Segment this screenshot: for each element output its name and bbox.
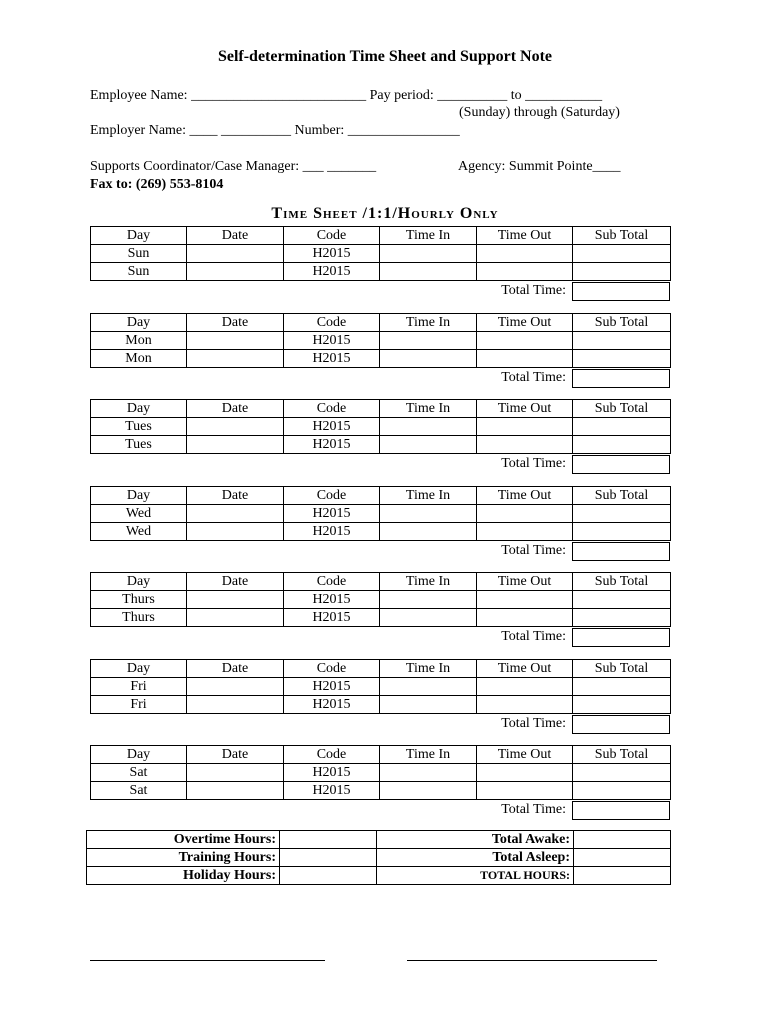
- total-time-field[interactable]: [572, 542, 670, 561]
- column-header: Code: [284, 486, 380, 504]
- day-table: [90, 226, 671, 281]
- column-header: Sub Total: [573, 313, 671, 331]
- column-header: Time Out: [477, 486, 573, 504]
- employer-number-line: Employer Name: ____ __________ Number: ________________: [90, 123, 460, 138]
- total-time-label: Total Time:: [501, 456, 566, 471]
- sub-total-field[interactable]: [573, 764, 671, 782]
- day-cell: Wed: [91, 504, 187, 522]
- table-row: [91, 782, 671, 800]
- holiday-hours-label: Holiday Hours:: [87, 867, 280, 885]
- table-row: [91, 436, 671, 454]
- time-out-field[interactable]: [477, 245, 573, 263]
- column-header: Time In: [380, 659, 477, 677]
- total-time-row: [90, 541, 670, 561]
- employee-pay-period-line: Employee Name: _________________________ Pay period: __________ to ___________: [90, 88, 603, 103]
- sub-total-field[interactable]: [573, 263, 671, 281]
- time-in-field[interactable]: [380, 695, 477, 713]
- date-field[interactable]: [187, 263, 284, 281]
- day-cell: Sun: [91, 245, 187, 263]
- training-hours-field[interactable]: [280, 849, 377, 867]
- total-awake-label: Total Awake:: [377, 831, 574, 849]
- header-row: [91, 746, 671, 764]
- column-header: Date: [187, 400, 284, 418]
- time-in-field[interactable]: [380, 349, 477, 367]
- header-row: [91, 573, 671, 591]
- column-header: Time In: [380, 746, 477, 764]
- total-time-row: [90, 281, 670, 301]
- column-header: Day: [91, 486, 187, 504]
- column-header: Day: [91, 400, 187, 418]
- code-cell: H2015: [284, 782, 380, 800]
- column-header: Time In: [380, 400, 477, 418]
- day-cell: Sun: [91, 263, 187, 281]
- column-header: Date: [187, 313, 284, 331]
- code-cell: H2015: [284, 504, 380, 522]
- date-field[interactable]: [187, 436, 284, 454]
- signature-line-left[interactable]: [90, 960, 325, 961]
- time-in-field[interactable]: [380, 677, 477, 695]
- column-header: Code: [284, 227, 380, 245]
- column-header: Sub Total: [573, 227, 671, 245]
- time-out-field[interactable]: [477, 677, 573, 695]
- day-block-tues: [90, 399, 670, 474]
- total-time-label: Total Time:: [501, 283, 566, 298]
- column-header: Sub Total: [573, 486, 671, 504]
- total-time-row: [90, 454, 670, 474]
- time-in-field[interactable]: [380, 436, 477, 454]
- day-block-thurs: [90, 572, 670, 647]
- total-time-label: Total Time:: [501, 715, 566, 731]
- total-time-field[interactable]: [572, 801, 670, 820]
- day-cell: Sat: [91, 764, 187, 782]
- day-table: [90, 399, 671, 454]
- code-cell: H2015: [284, 436, 380, 454]
- sub-total-field[interactable]: [573, 591, 671, 609]
- day-cell: Fri: [91, 695, 187, 713]
- column-header: Sub Total: [573, 573, 671, 591]
- total-time-label: Total Time:: [501, 629, 566, 644]
- total-asleep-label: Total Asleep:: [377, 849, 574, 867]
- day-table: [90, 745, 671, 800]
- column-header: Time In: [380, 313, 477, 331]
- date-field[interactable]: [187, 782, 284, 800]
- date-field[interactable]: [187, 591, 284, 609]
- day-table: [90, 659, 671, 714]
- total-time-row: [90, 627, 670, 647]
- column-header: Time In: [380, 573, 477, 591]
- total-time-field[interactable]: [572, 455, 670, 474]
- column-header: Sub Total: [573, 746, 671, 764]
- column-header: Date: [187, 227, 284, 245]
- total-hours-field[interactable]: [574, 867, 671, 885]
- time-out-field[interactable]: [477, 782, 573, 800]
- table-row: [91, 522, 671, 540]
- time-out-field[interactable]: [477, 522, 573, 540]
- column-header: Date: [187, 659, 284, 677]
- total-hours-label: TOTAL HOURS:: [377, 867, 574, 885]
- day-cell: Tues: [91, 436, 187, 454]
- time-out-field[interactable]: [477, 349, 573, 367]
- time-out-field[interactable]: [477, 764, 573, 782]
- signature-line-right[interactable]: [407, 960, 657, 961]
- total-time-label: Total Time:: [501, 802, 566, 817]
- day-cell: Tues: [91, 418, 187, 436]
- table-row: [91, 591, 671, 609]
- column-header: Time Out: [477, 573, 573, 591]
- time-out-field[interactable]: [477, 331, 573, 349]
- column-header: Day: [91, 573, 187, 591]
- column-header: Time In: [380, 486, 477, 504]
- time-in-field[interactable]: [380, 504, 477, 522]
- overtime-hours-label: Overtime Hours:: [87, 831, 280, 849]
- column-header: Code: [284, 400, 380, 418]
- summary-row-2: [87, 849, 671, 867]
- day-table: [90, 313, 671, 368]
- sub-total-field[interactable]: [573, 245, 671, 263]
- column-header: Time Out: [477, 659, 573, 677]
- summary-row-3: [87, 867, 671, 885]
- coordinator-line: Supports Coordinator/Case Manager: ___ _______: [90, 159, 377, 174]
- sub-total-field[interactable]: [573, 349, 671, 367]
- day-block-sun: [90, 226, 670, 301]
- header-row: [91, 227, 671, 245]
- code-cell: H2015: [284, 349, 380, 367]
- time-in-field[interactable]: [380, 522, 477, 540]
- date-field[interactable]: [187, 504, 284, 522]
- header-row: [91, 486, 671, 504]
- time-in-field[interactable]: [380, 764, 477, 782]
- total-time-field[interactable]: [572, 369, 670, 388]
- column-header: Time Out: [477, 313, 573, 331]
- table-row: [91, 263, 671, 281]
- day-block-sat: [90, 745, 670, 820]
- column-header: Sub Total: [573, 400, 671, 418]
- total-time-field[interactable]: [572, 282, 670, 301]
- column-header: Date: [187, 746, 284, 764]
- time-in-field[interactable]: [380, 591, 477, 609]
- table-row: [91, 695, 671, 713]
- day-block-fri: [90, 659, 670, 734]
- table-row: [91, 349, 671, 367]
- day-block-mon: [90, 313, 670, 388]
- time-out-field[interactable]: [477, 418, 573, 436]
- day-cell: Fri: [91, 677, 187, 695]
- sub-total-field[interactable]: [573, 504, 671, 522]
- column-header: Day: [91, 659, 187, 677]
- sub-total-field[interactable]: [573, 418, 671, 436]
- sub-total-field[interactable]: [573, 331, 671, 349]
- time-out-field[interactable]: [477, 504, 573, 522]
- header-row: [91, 313, 671, 331]
- column-header: Time In: [380, 227, 477, 245]
- date-field[interactable]: [187, 609, 284, 627]
- time-out-field[interactable]: [477, 609, 573, 627]
- total-time-row: [90, 714, 670, 734]
- date-field[interactable]: [187, 245, 284, 263]
- date-field[interactable]: [187, 764, 284, 782]
- date-field[interactable]: [187, 331, 284, 349]
- column-header: Time Out: [477, 400, 573, 418]
- time-in-field[interactable]: [380, 782, 477, 800]
- sub-total-field[interactable]: [573, 436, 671, 454]
- table-row: [91, 764, 671, 782]
- overtime-hours-field[interactable]: [280, 831, 377, 849]
- sub-total-field[interactable]: [573, 609, 671, 627]
- code-cell: H2015: [284, 522, 380, 540]
- column-header: Sub Total: [573, 659, 671, 677]
- total-awake-field[interactable]: [574, 831, 671, 849]
- code-cell: H2015: [284, 263, 380, 281]
- pay-period-hint: (Sunday) through (Saturday): [459, 105, 620, 120]
- day-cell: Thurs: [91, 609, 187, 627]
- total-time-field[interactable]: [572, 628, 670, 647]
- holiday-hours-field[interactable]: [280, 867, 377, 885]
- code-cell: H2015: [284, 677, 380, 695]
- time-in-field[interactable]: [380, 418, 477, 436]
- table-row: [91, 418, 671, 436]
- day-table: [90, 486, 671, 541]
- sub-total-field[interactable]: [573, 677, 671, 695]
- table-row: [91, 504, 671, 522]
- column-header: Date: [187, 573, 284, 591]
- summary-row-1: [87, 831, 671, 849]
- column-header: Code: [284, 573, 380, 591]
- column-header: Day: [91, 227, 187, 245]
- date-field[interactable]: [187, 522, 284, 540]
- total-time-label: Total Time:: [501, 369, 566, 385]
- column-header: Time Out: [477, 227, 573, 245]
- day-cell: Thurs: [91, 591, 187, 609]
- day-cell: Mon: [91, 331, 187, 349]
- fax-line: Fax to: (269) 553-8104: [90, 177, 224, 192]
- sub-total-field[interactable]: [573, 522, 671, 540]
- table-row: [91, 331, 671, 349]
- date-field[interactable]: [187, 349, 284, 367]
- code-cell: H2015: [284, 609, 380, 627]
- table-row: [91, 245, 671, 263]
- total-time-row: [90, 368, 670, 388]
- table-row: [91, 677, 671, 695]
- day-cell: Sat: [91, 782, 187, 800]
- time-in-field[interactable]: [380, 263, 477, 281]
- timesheet-title: Time Sheet /1:1/Hourly Only: [271, 205, 499, 222]
- total-time-field[interactable]: [572, 715, 670, 734]
- column-header: Day: [91, 746, 187, 764]
- column-header: Code: [284, 659, 380, 677]
- time-in-field[interactable]: [380, 245, 477, 263]
- total-asleep-field[interactable]: [574, 849, 671, 867]
- total-time-label: Total Time:: [501, 542, 566, 558]
- time-out-field[interactable]: [477, 263, 573, 281]
- time-in-field[interactable]: [380, 331, 477, 349]
- time-out-field[interactable]: [477, 591, 573, 609]
- total-time-row: [90, 800, 670, 820]
- code-cell: H2015: [284, 331, 380, 349]
- agency-line: Agency: Summit Pointe____: [458, 159, 621, 174]
- column-header: Day: [91, 313, 187, 331]
- page-title: Self-determination Time Sheet and Support Note: [217, 48, 553, 65]
- day-block-wed: [90, 486, 670, 561]
- day-cell: Wed: [91, 522, 187, 540]
- time-out-field[interactable]: [477, 436, 573, 454]
- date-field[interactable]: [187, 677, 284, 695]
- header-row: [91, 659, 671, 677]
- code-cell: H2015: [284, 591, 380, 609]
- code-cell: H2015: [284, 695, 380, 713]
- sub-total-field[interactable]: [573, 695, 671, 713]
- training-hours-label: Training Hours:: [87, 849, 280, 867]
- date-field[interactable]: [187, 695, 284, 713]
- column-header: Code: [284, 746, 380, 764]
- column-header: Date: [187, 486, 284, 504]
- summary-table: [86, 830, 671, 885]
- column-header: Code: [284, 313, 380, 331]
- column-header: Time Out: [477, 746, 573, 764]
- sub-total-field[interactable]: [573, 782, 671, 800]
- time-in-field[interactable]: [380, 609, 477, 627]
- code-cell: H2015: [284, 418, 380, 436]
- time-out-field[interactable]: [477, 695, 573, 713]
- day-cell: Mon: [91, 349, 187, 367]
- code-cell: H2015: [284, 764, 380, 782]
- day-table: [90, 572, 671, 627]
- date-field[interactable]: [187, 418, 284, 436]
- code-cell: H2015: [284, 245, 380, 263]
- table-row: [91, 609, 671, 627]
- header-row: [91, 400, 671, 418]
